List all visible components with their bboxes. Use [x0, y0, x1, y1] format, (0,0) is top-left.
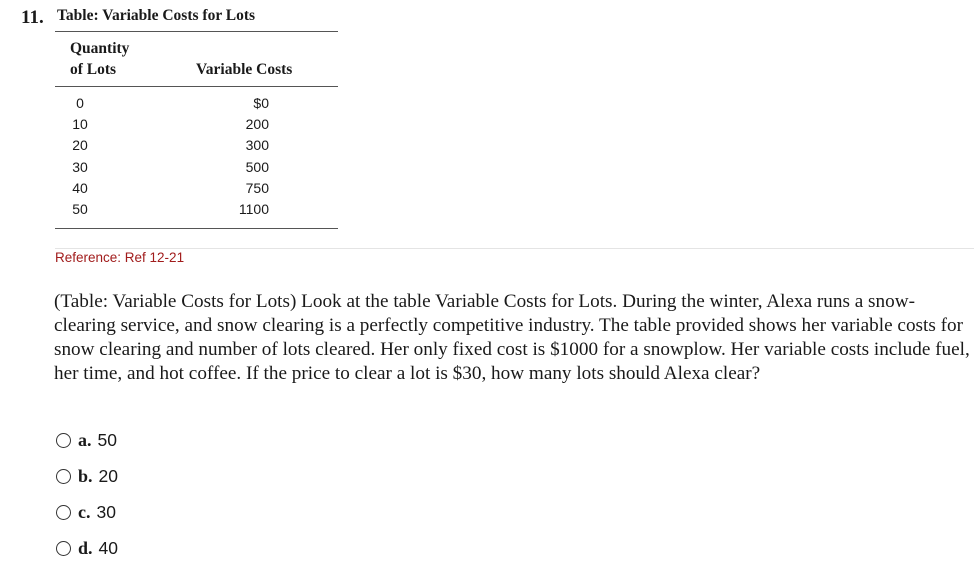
cost-cell: 1100 [238, 200, 269, 217]
table-row [55, 178, 338, 199]
table-top-rule [55, 31, 338, 32]
cost-cell: $0 [253, 95, 269, 111]
table-row [55, 93, 338, 114]
option-d[interactable] [56, 530, 118, 566]
cost-cell: 750 [245, 179, 269, 196]
option-text: 50 [97, 429, 117, 450]
answer-options [56, 422, 118, 566]
table-row [55, 114, 338, 135]
option-b[interactable] [56, 458, 118, 494]
header-variable-costs: Variable Costs [196, 61, 293, 78]
quantity-cell: 0 [76, 95, 84, 111]
radio-button[interactable] [56, 541, 71, 556]
question-number: 11. [21, 7, 44, 28]
table-title: Table: Variable Costs for Lots [57, 7, 256, 24]
quantity-cell: 10 [72, 116, 88, 133]
table-body [55, 93, 338, 220]
section-divider [55, 248, 974, 249]
quantity-cell: 30 [72, 158, 88, 175]
radio-button[interactable] [56, 469, 71, 484]
cost-cell: 200 [245, 116, 269, 133]
option-letter: d. [78, 537, 93, 558]
reference-label: Reference: Ref 12-21 [55, 250, 185, 265]
option-a[interactable] [56, 422, 118, 458]
option-letter: a. [78, 429, 92, 450]
header-quantity-line1: Quantity [70, 40, 130, 57]
cost-cell: 300 [245, 137, 269, 154]
option-text: 40 [98, 537, 118, 558]
option-letter: c. [78, 501, 91, 522]
quantity-cell: 50 [72, 200, 88, 217]
radio-button[interactable] [56, 433, 71, 448]
table-row [55, 199, 338, 220]
table-row [55, 135, 338, 156]
header-quantity-line2: of Lots [70, 61, 117, 78]
table-header-rule [55, 86, 338, 87]
header-quantity [70, 38, 129, 80]
table-bottom-rule [55, 228, 338, 229]
option-text: 20 [98, 465, 118, 486]
cost-cell: 500 [245, 158, 269, 175]
option-c[interactable] [56, 494, 118, 530]
option-text: 30 [96, 501, 116, 522]
quantity-cell: 20 [72, 137, 88, 154]
quantity-cell: 40 [72, 179, 88, 196]
table-row [55, 157, 338, 178]
option-letter: b. [78, 465, 93, 486]
question-text: (Table: Variable Costs for Lots) Look at the table Variable Costs for Lots. During the winter, Alexa runs a snow-clearing service, and snow clearing is a perfectly competitive industry. The table provided shows her variable costs for snow clearing and number of lots cleared. Her only fixed cost is $1000 for a snowplow. Her variable costs include fuel, her time, and hot coffee. If the price to clear a lot is $30, how many lots should Alexa clear? [54, 291, 970, 384]
radio-button[interactable] [56, 505, 71, 520]
